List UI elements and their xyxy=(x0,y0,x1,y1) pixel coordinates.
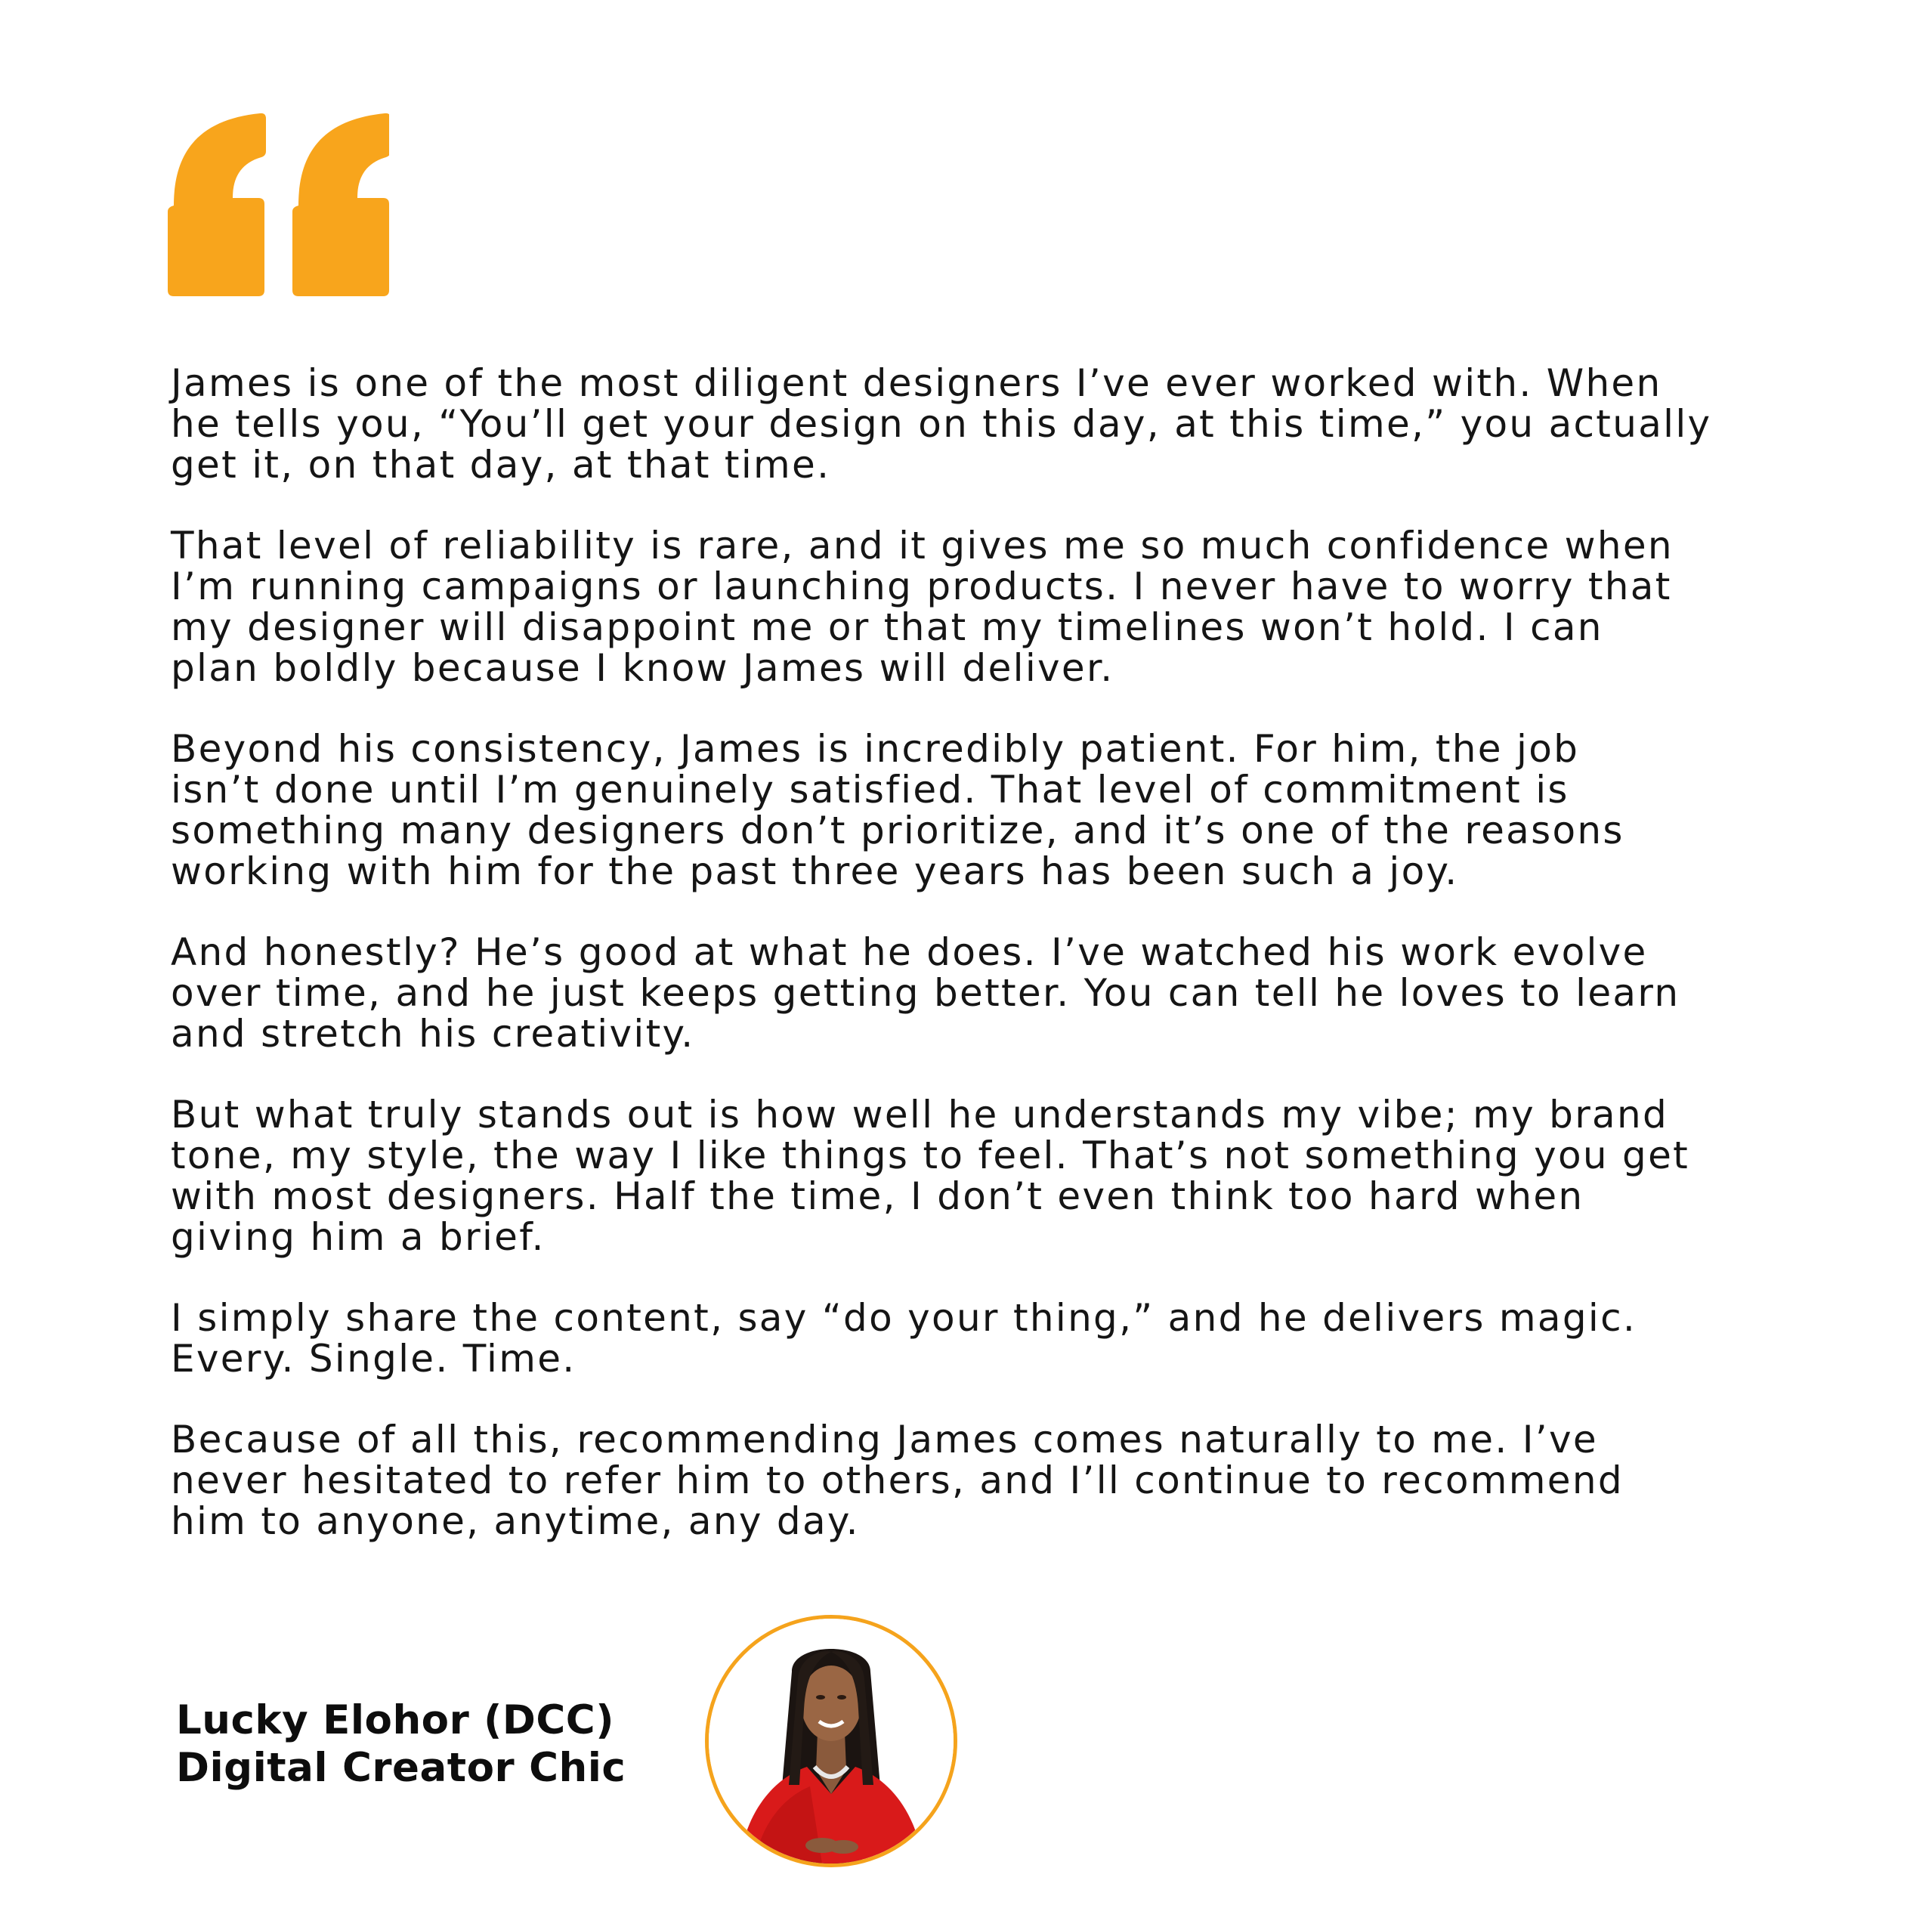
testimonial-paragraph: Because of all this, recommending James comes naturally to me. I’ve never hesitated to refer him to others, and I’ll continue to recommend him to anyone, anytime, any day. xyxy=(171,1418,1624,1543)
testimonial-body xyxy=(171,363,1863,1582)
author-portrait xyxy=(709,1619,954,1864)
double-opening-quote-icon xyxy=(168,112,389,296)
testimonial-paragraph: Beyond his consistency, James is incredibly patient. For him, the job isn’t done until I’m genuinely satisfied. That level of commitment is something many designers don’t prioritize, and it’s one of the reasons working with him for the past three years has been such a joy. xyxy=(171,727,1624,893)
quote-icon xyxy=(168,112,389,296)
testimonial-paragraph: And honestly? He’s good at what he does. I’ve watched his work evolve over time, and he just keeps getting better. You can tell he loves to learn and stretch his creativity. xyxy=(171,930,1680,1056)
testimonial-paragraph: That level of reliability is rare, and it gives me so much confidence when I’m running campaigns or launching products. I never have to worry that my designer will disappoint me or that my timelines won’t hold. I can plan boldly because I know James will deliver. xyxy=(171,524,1674,690)
testimonial-paragraph: James is one of the most diligent designers I’ve ever worked with. When he tells you, “You’ll get your design on this day, at this time,” you actually get it, on that day, at that time. xyxy=(171,361,1712,487)
testimonial-paragraph: But what truly stands out is how well he understands my vibe; my brand tone, my style, the way I like things to feel. That’s not something you get with most designers. Half the time, I don’t even think too hard when giving him a brief. xyxy=(171,1093,1690,1259)
author-avatar xyxy=(705,1615,957,1867)
testimonial-paragraph: I simply share the content, say “do your thing,” and he delivers magic. Every. Single. Time. xyxy=(171,1296,1637,1381)
author-title: Digital Creator Chic xyxy=(176,1745,626,1791)
author-signature xyxy=(176,1696,626,1792)
author-name: Lucky Elohor (DCC) xyxy=(176,1697,614,1743)
